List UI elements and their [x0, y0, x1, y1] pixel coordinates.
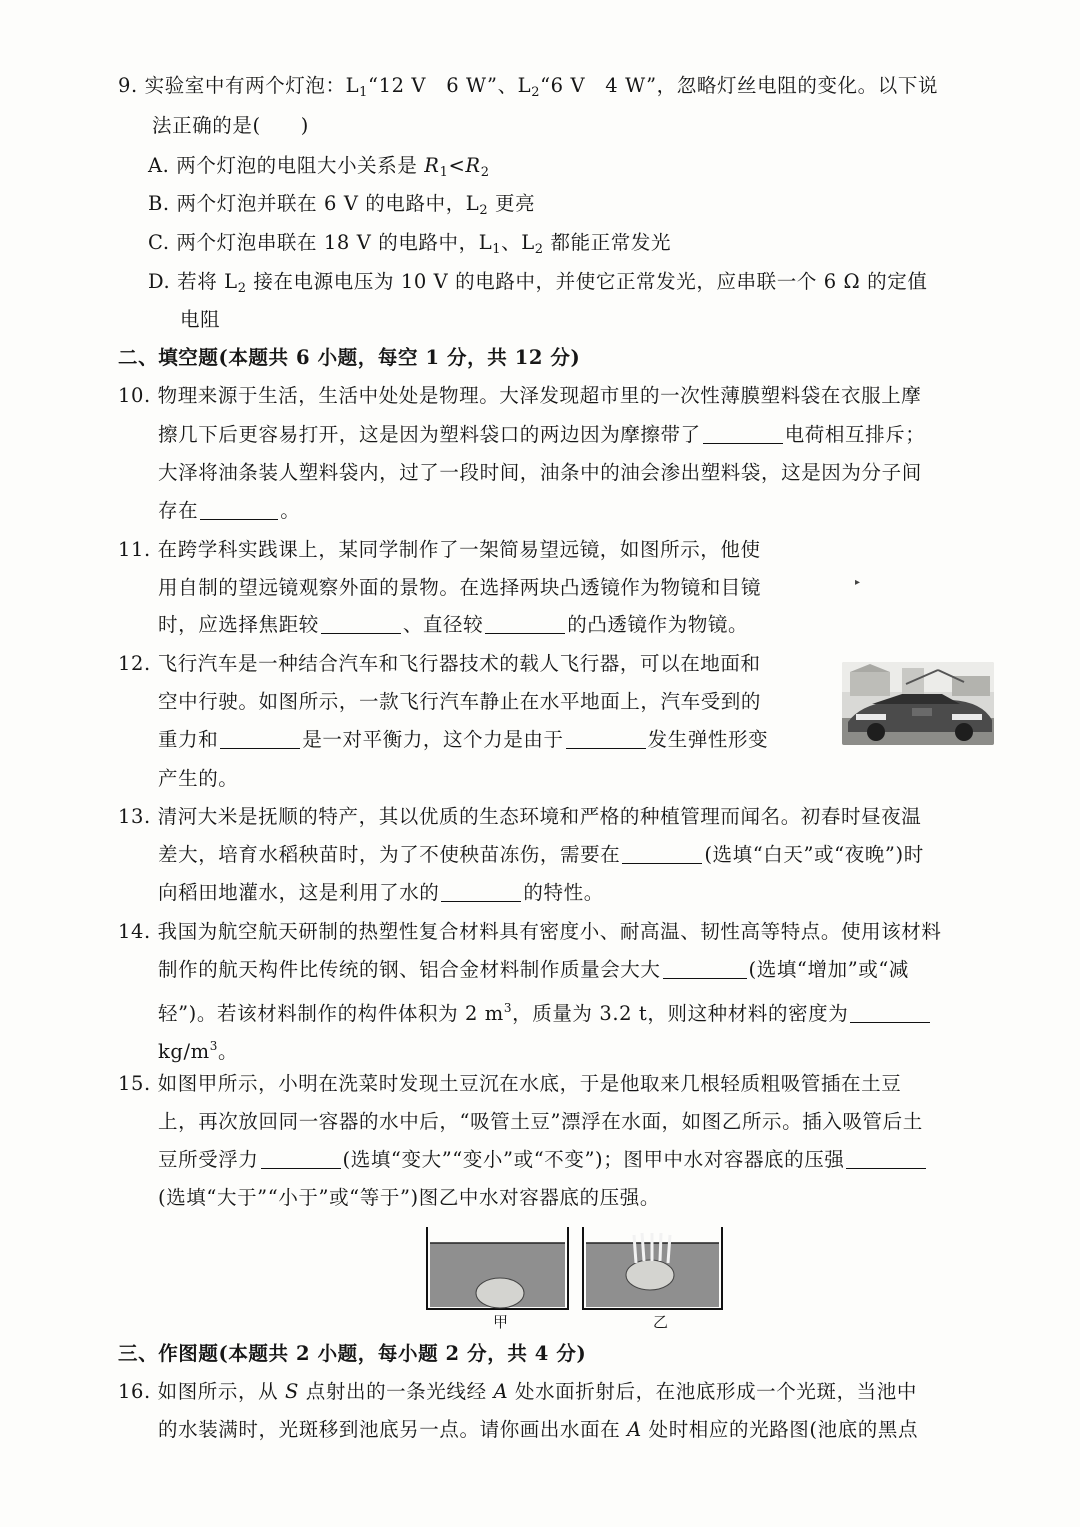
flying-car-photo	[842, 662, 994, 745]
q9-text: 9. 实验室中有两个灯泡：L	[118, 74, 360, 97]
figure-label-jia: 甲	[493, 1313, 509, 1331]
answer-blank[interactable]	[261, 1148, 341, 1169]
q13-line1	[118, 803, 921, 831]
q16-text: 的水装满时，光斑移到池底另一点。请你画出水面在	[158, 1418, 628, 1441]
subscript: 2	[237, 281, 247, 296]
superscript: 3	[209, 1039, 219, 1053]
q14-text: kg/m	[158, 1040, 210, 1063]
q12-text: 12. 飞行汽车是一种结合汽车和飞行器技术的载人飞行器，可以在地面和	[118, 652, 761, 675]
section-2-title	[118, 344, 580, 372]
q12-line1	[118, 650, 761, 678]
answer-blank[interactable]	[321, 613, 401, 634]
q11-text: 的凸透镜作为物镜。	[567, 613, 749, 636]
q10-text: 大泽将油条装人塑料袋内，过了一段时间，油条中的油会渗出塑料袋，这是因为分子间	[158, 461, 922, 484]
q15-text: 15. 如图甲所示，小明在洗菜时发现土豆沉在水底，于是他取来几根轻质粗吸管插在土豆	[118, 1072, 902, 1095]
q9-text: )	[300, 114, 309, 137]
q13-text: 向稻田地灌水，这是利用了水的	[158, 881, 440, 904]
q9-option-d	[148, 268, 927, 303]
q10-text: 擦几下后更容易打开，这是因为塑料袋口的两边因为摩擦带了	[158, 423, 701, 446]
option-text: 都能正常发光	[543, 231, 672, 254]
q14-text: 轻”)。若该材料制作的构件体积为 2 m	[158, 1002, 504, 1025]
q9-option-a	[148, 152, 490, 187]
option-text: A. 两个灯泡的电阻大小关系是	[148, 154, 425, 177]
option-text: D. 若将 L	[148, 270, 238, 293]
q13-text: (选填“白天”或“夜晚”)时	[704, 843, 924, 866]
q13-line2	[158, 841, 924, 869]
option-text: 接在电源电压为 10 V 的电路中，并使它正常发光，应串联一个 6 Ω 的定值	[246, 270, 928, 293]
answer-blank[interactable]	[485, 613, 565, 634]
subscript: 2	[534, 242, 544, 257]
q9-option-d-cont	[180, 306, 220, 334]
answer-blank[interactable]	[200, 499, 278, 520]
q13-line3	[158, 879, 604, 907]
math-op: <	[448, 154, 466, 177]
q10-line3	[158, 459, 922, 487]
q12-text: 产生的。	[158, 767, 239, 790]
answer-blank[interactable]	[850, 1002, 930, 1023]
q12-text: 是一对平衡力，这个力是由于	[302, 728, 564, 751]
q10-text: 。	[280, 499, 301, 522]
q10-text: 电荷相互排斥；	[784, 423, 926, 446]
q9-text: “6 V 4 W”，忽略灯丝电阻的变化。以下说	[540, 74, 939, 97]
math-var: S	[285, 1380, 299, 1403]
math-var: R	[465, 154, 481, 177]
superscript: 3	[503, 1001, 513, 1015]
section-title: 三、作图题(本题共 2 小题，每小题 2 分，共 4 分)	[118, 1342, 587, 1365]
q10-line1	[118, 382, 921, 410]
q16-text: 点射出的一条光线经	[298, 1380, 494, 1403]
q11-text: 、直径较	[402, 613, 484, 636]
figure-label-yi: 乙	[653, 1313, 669, 1331]
answer-blank[interactable]	[663, 958, 747, 979]
q14-text: 14. 我国为航空航天研制的热塑性复合材料具有密度小、耐高温、韧性高等特点。使用该材料	[118, 920, 942, 943]
answer-blank[interactable]	[846, 1148, 926, 1169]
q16-line2	[158, 1416, 918, 1444]
q9-stem-line1	[118, 72, 938, 107]
q12-line3	[158, 726, 768, 754]
q12-line4	[158, 765, 238, 793]
q14-line1	[118, 918, 942, 946]
option-text: 电阻	[180, 308, 221, 331]
q11-line3	[158, 611, 748, 639]
potato-beaker-figure	[420, 1223, 740, 1333]
q15-line2	[158, 1108, 923, 1136]
math-var: A	[627, 1418, 642, 1441]
option-text: B. 两个灯泡并联在 6 V 的电路中，L	[148, 192, 480, 215]
q13-text: 13. 清河大米是抚顺的特产，其以优质的生态环境和严格的种植管理而闻名。初春时昼夜温	[118, 805, 922, 828]
answer-blank[interactable]	[703, 423, 783, 444]
q15-line4	[158, 1184, 660, 1212]
section-title: 二、填空题(本题共 6 小题，每空 1 分，共 12 分)	[118, 346, 581, 369]
q15-line1	[118, 1070, 901, 1098]
answer-blank[interactable]	[566, 728, 646, 749]
option-text: C. 两个灯泡串联在 18 V 的电路中，L	[148, 231, 493, 254]
q10-line4	[158, 497, 300, 525]
subscript: 2	[531, 85, 541, 100]
q12-text: 空中行驶。如图所示，一款飞行汽车静止在水平地面上，汽车受到的	[158, 690, 762, 713]
q14-line3	[158, 994, 932, 1028]
q11-line1	[118, 536, 761, 564]
q11-text: 时，应选择焦距较	[158, 613, 319, 636]
q10-line2	[158, 421, 925, 449]
q10-text: 10. 物理来源于生活，生活中处处是物理。大泽发现超市里的一次性薄膜塑料袋在衣服上摩	[118, 384, 922, 407]
subscript: 1	[439, 165, 449, 180]
option-text: 、L	[501, 231, 535, 254]
math-var: R	[424, 154, 440, 177]
q15-text: 豆所受浮力	[158, 1148, 259, 1171]
subscript: 2	[480, 165, 490, 180]
answer-blank[interactable]	[220, 728, 300, 749]
subscript: 2	[479, 203, 489, 218]
subscript: 1	[359, 85, 369, 100]
math-var: A	[493, 1380, 509, 1403]
q10-text: 存在	[158, 499, 199, 522]
q13-text: 差大，培育水稻秧苗时，为了不使秧苗冻伤，需要在	[158, 843, 621, 866]
q15-text: (选填“大于”“小于”或“等于”)图乙中水对容器底的压强。	[158, 1186, 660, 1209]
q14-line4	[158, 1032, 238, 1066]
q16-text: 处水面折射后，在池底形成一个光斑，当池中	[508, 1380, 917, 1403]
q11-line2	[158, 574, 761, 602]
q9-text: 法正确的是(	[152, 114, 261, 137]
q12-line2	[158, 688, 761, 716]
subscript: 1	[492, 242, 502, 257]
answer-blank[interactable]	[441, 881, 521, 902]
q14-text: 制作的航天构件比传统的钢、铝合金材料制作质量会大大	[158, 958, 661, 981]
q16-text: 处时相应的光路图(池底的黑点	[641, 1418, 919, 1441]
q14-text: (选填“增加”或“减	[748, 958, 910, 981]
q9-option-c	[148, 229, 671, 264]
q11-text: 用自制的望远镜观察外面的景物。在选择两块凸透镜作为物镜和目镜	[158, 576, 762, 599]
section-3-title	[118, 1340, 586, 1368]
answer-blank[interactable]	[622, 843, 702, 864]
q9-text: “12 V 6 W”、L	[368, 74, 532, 97]
q16-text: 16. 如图所示，从	[118, 1380, 286, 1403]
telescope-figure-mark: ▸	[855, 577, 861, 588]
q12-text: 重力和	[158, 728, 219, 751]
q14-line2	[158, 956, 909, 984]
q15-line3	[158, 1146, 928, 1174]
q13-text: 的特性。	[523, 881, 604, 904]
q14-text: ，质量为 3.2 t，则这种材料的密度为	[512, 1002, 849, 1025]
q16-line1	[118, 1378, 917, 1406]
beaker-diagram	[420, 1223, 740, 1315]
option-text: 更亮	[488, 192, 536, 215]
q9-option-b	[148, 190, 535, 225]
q12-text: 发生弹性形变	[647, 728, 769, 751]
q14-text: 。	[218, 1040, 239, 1063]
q15-text: (选填“变大”“变小”或“不变”)；图甲中水对容器底的压强	[342, 1148, 845, 1171]
q11-text: 11. 在跨学科实践课上，某同学制作了一架简易望远镜，如图所示，他使	[118, 538, 761, 561]
q15-text: 上，再次放回同一容器的水中后，“吸管土豆”漂浮在水面，如图乙所示。插入吸管后土	[158, 1110, 923, 1133]
q9-stem-line2	[152, 112, 309, 140]
